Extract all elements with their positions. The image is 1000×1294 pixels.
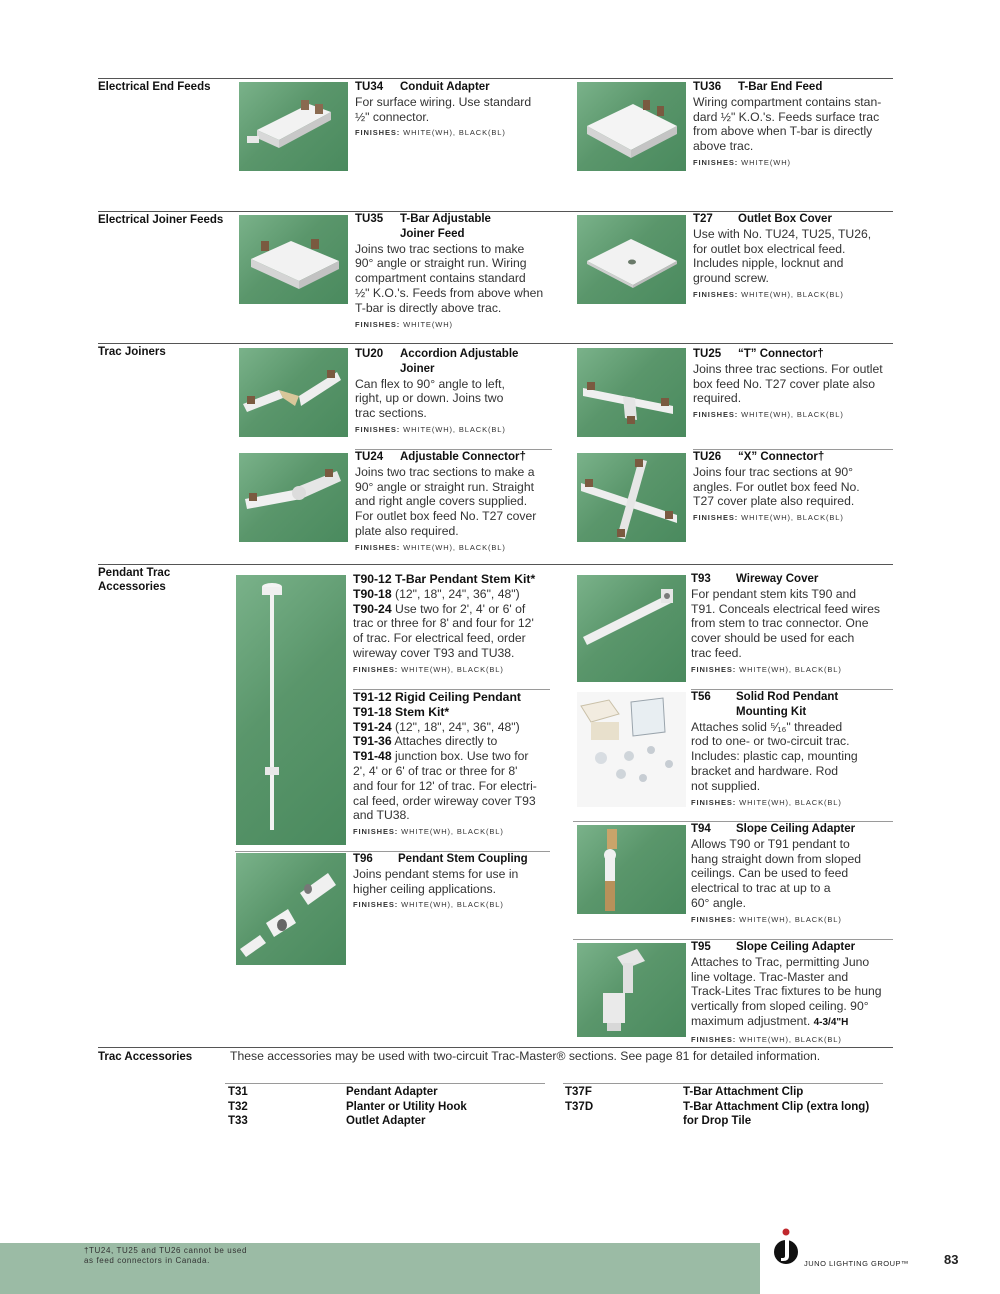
t94-product-image xyxy=(577,825,686,914)
description-line: bracket and hardware. Rod xyxy=(691,763,839,778)
tu25-product-image xyxy=(577,348,686,437)
description-line: Track-Lites Trac fixtures to be hung xyxy=(691,984,882,999)
description-line: plate also required. xyxy=(355,523,459,538)
description-line: Includes nipple, locknut and xyxy=(693,256,844,271)
tu24-product-image xyxy=(239,453,348,542)
finishes: FINISHES: WHITE(WH), BLACK(BL) xyxy=(691,797,842,807)
finishes: FINISHES: WHITE(WH), BLACK(BL) xyxy=(693,410,844,420)
description-line: trac feed. xyxy=(691,645,742,660)
tu35-product-image xyxy=(239,215,348,304)
product-tu26 xyxy=(693,450,893,526)
accessory-code: T33 xyxy=(228,1115,248,1127)
description-line: ceilings. Can be used to feed xyxy=(691,866,849,881)
product-title: T-Bar End Feed xyxy=(738,81,823,93)
product-title: T90-12 T-Bar Pendant Stem Kit* xyxy=(353,572,536,586)
accessory-code: T37F xyxy=(565,1086,592,1098)
description-line: cover should be used for each xyxy=(691,631,855,646)
finishes: FINISHES: WHITE(WH), BLACK(BL) xyxy=(691,914,842,924)
finishes: FINISHES: WHITE(WH), BLACK(BL) xyxy=(353,900,504,910)
description-line: T91-24 (12", 18", 24", 36", 48") xyxy=(353,719,520,734)
footnote-line: †TU24, TU25 and TU26 cannot be used xyxy=(84,1246,248,1255)
finishes: FINISHES: WHITE(WH), BLACK(BL) xyxy=(355,128,506,138)
description-line: line voltage. Trac-Master and xyxy=(691,969,849,984)
product-t93 xyxy=(691,572,896,678)
t96-product-image xyxy=(236,853,346,965)
description-line: right, up or down. Joins two xyxy=(355,391,504,406)
accessory-name: Planter or Utility Hook xyxy=(346,1100,467,1113)
section-trac-accessories: Trac Accessories xyxy=(98,1051,193,1063)
footnote-line: as feed connectors in Canada. xyxy=(84,1256,210,1265)
product-title: Wireway Cover xyxy=(736,573,819,585)
finishes: FINISHES: WHITE(WH), BLACK(BL) xyxy=(693,289,844,299)
finishes: FINISHES: WHITE(WH) xyxy=(693,157,791,167)
product-title-line2: Mounting Kit xyxy=(736,705,807,718)
description-line: For surface wiring. Use standard xyxy=(355,94,532,109)
description-line: 2', 4' or 6' of trac or three for 8' xyxy=(353,763,518,778)
description-line: Joins pendant stems for use in xyxy=(353,866,519,881)
description-line: 90° angle or straight run. Wiring xyxy=(355,256,527,271)
product-t56 xyxy=(691,690,896,810)
description-line: T91-36 Attaches directly to xyxy=(353,734,498,749)
table-row xyxy=(228,1085,548,1100)
product-title: Accordion Adjustable Joiner xyxy=(400,348,519,375)
tu20-product-image xyxy=(239,348,348,437)
accessories-intro: These accessories may be used with two-circuit Trac-Master® sections. See page 81 for detailed information. xyxy=(230,1049,821,1063)
description-line: T90-18 (12", 18", 24", 36", 48") xyxy=(353,586,520,601)
description-line: dard ½" K.O.'s. Feeds surface trac xyxy=(693,109,880,124)
accessory-name: T-Bar Attachment Clip (extra long) xyxy=(683,1100,870,1113)
finishes: FINISHES: WHITE(WH), BLACK(BL) xyxy=(691,1034,842,1044)
product-title-line2: Joiner Feed xyxy=(400,227,465,240)
juno-logo-text: JUNO LIGHTING GROUP™ xyxy=(804,1259,910,1268)
product-code: T94 xyxy=(691,823,711,835)
description-line: rod to one- or two-circuit trac. xyxy=(691,734,850,749)
product-title: Conduit Adapter xyxy=(400,81,490,93)
description-line: Attaches to Trac, permitting Juno xyxy=(691,954,870,969)
product-title-line2: T91-18 Stem Kit* xyxy=(353,704,450,719)
accessory-name: T-Bar Attachment Clip xyxy=(683,1086,804,1098)
product-code: T56 xyxy=(691,691,711,703)
product-title: Solid Rod Pendant xyxy=(736,691,839,703)
accessories-table-left xyxy=(228,1085,548,1129)
product-tu34 xyxy=(355,80,555,141)
t56-product-image xyxy=(577,692,686,807)
description-line: Wiring compartment contains stan- xyxy=(693,94,882,109)
product-title: Outlet Box Cover xyxy=(738,213,832,225)
description-line: ½" K.O.'s. Feeds from above when xyxy=(355,285,544,300)
finishes: FINISHES: WHITE(WH), BLACK(BL) xyxy=(353,664,504,674)
description-line: hang straight down from sloped xyxy=(691,851,862,866)
product-title: “T” Connector† xyxy=(738,348,824,360)
product-title: T-Bar Adjustable xyxy=(400,213,491,225)
description-line: and four for 12' of trac. For electri- xyxy=(353,778,537,793)
description-line: trac or three for 8' and four for 12' xyxy=(353,616,534,631)
description-line: ground screw. xyxy=(693,271,769,286)
description-line: T27 cover plate also required. xyxy=(693,494,855,509)
product-tu25 xyxy=(693,347,898,423)
accessory-code: T37D xyxy=(565,1100,594,1113)
product-code: TU26 xyxy=(693,451,722,463)
description-line: and right angle covers supplied. xyxy=(355,494,528,509)
description-line: and TU38. xyxy=(353,808,410,823)
description-line: cal feed, order wireway cover T93 xyxy=(353,793,536,808)
table-row xyxy=(228,1114,548,1129)
finishes: FINISHES: WHITE(WH) xyxy=(355,319,453,329)
description-line: trac sections. xyxy=(355,406,427,421)
finishes: FINISHES: WHITE(WH), BLACK(BL) xyxy=(355,542,506,552)
table-row xyxy=(565,1085,885,1100)
table-row xyxy=(565,1114,885,1129)
description-line: of trac. For electrical feed, order xyxy=(353,631,526,646)
accessory-name: for Drop Tile xyxy=(683,1115,752,1127)
product-code: T93 xyxy=(691,573,711,585)
description-line: Joins four trac sections at 90° xyxy=(693,464,854,479)
footnote xyxy=(84,1246,247,1266)
product-title: Pendant Stem Coupling xyxy=(398,853,528,865)
description-line: from above when T-bar is directly xyxy=(693,124,873,139)
product-code: TU25 xyxy=(693,348,722,360)
description-line: not supplied. xyxy=(691,778,761,793)
product-code: T95 xyxy=(691,941,711,953)
accessories-table-right xyxy=(565,1085,885,1129)
product-code: TU20 xyxy=(355,348,384,360)
product-code: T27 xyxy=(693,213,713,225)
product-t91 xyxy=(353,690,558,840)
product-title: Slope Ceiling Adapter xyxy=(736,941,856,953)
description-line: ½" connector. xyxy=(355,109,430,124)
product-title: “X” Connector† xyxy=(738,451,825,463)
accessory-code: T31 xyxy=(228,1086,248,1098)
product-code: TU36 xyxy=(693,81,722,93)
section-label-line: Pendant Trac xyxy=(98,567,171,579)
product-t90 xyxy=(353,572,558,678)
product-t27 xyxy=(693,212,893,303)
product-title: Slope Ceiling Adapter xyxy=(736,823,856,835)
section-label-line: Accessories xyxy=(98,581,166,593)
section-electrical-end-feeds: Electrical End Feeds xyxy=(98,81,211,93)
description-line: For outlet box feed No. T27 cover xyxy=(355,509,537,524)
description-line: T91. Conceals electrical feed wires xyxy=(691,601,880,616)
accessory-name: Outlet Adapter xyxy=(346,1115,426,1127)
section-pendant-trac-accessories xyxy=(98,566,170,594)
product-tu35 xyxy=(355,212,555,332)
description-line: higher ceiling applications. xyxy=(353,881,496,896)
description-line: wireway cover T93 and TU38. xyxy=(353,645,515,660)
description-line: Joins three trac sections. For outlet xyxy=(693,361,883,376)
tu34-product-image xyxy=(239,82,348,171)
juno-logo-icon xyxy=(772,1228,800,1268)
accessory-code: T32 xyxy=(228,1100,248,1113)
description-line: box feed No. T27 cover plate also xyxy=(693,376,876,391)
tu26-product-image xyxy=(577,453,686,542)
finishes: FINISHES: WHITE(WH), BLACK(BL) xyxy=(353,827,504,837)
description-line: maximum adjustment. 4-3/4"H xyxy=(691,1013,849,1028)
description-line: required. xyxy=(693,391,742,406)
t90-t91-product-image xyxy=(236,575,346,845)
page-number: 83 xyxy=(944,1252,959,1267)
description-line: above trac. xyxy=(693,139,754,154)
t95-product-image xyxy=(577,943,686,1037)
description-line: Joins two trac sections to make a xyxy=(355,464,535,479)
description-line: electrical to trac at up to a xyxy=(691,881,831,896)
description-line: Allows T90 or T91 pendant to xyxy=(691,836,850,851)
description-line: 90° angle or straight run. Straight xyxy=(355,479,534,494)
product-t94 xyxy=(691,822,896,928)
description-line: from stem to trac connector. One xyxy=(691,616,869,631)
description-line: T-bar is directly above trac. xyxy=(355,300,502,315)
description-line: vertically from sloped ceiling. 90° xyxy=(691,999,869,1014)
description-line: angles. For outlet box feed No. xyxy=(693,479,860,494)
accessory-name: Pendant Adapter xyxy=(346,1086,438,1098)
product-code: TU24 xyxy=(355,451,384,463)
finishes: FINISHES: WHITE(WH), BLACK(BL) xyxy=(691,664,842,674)
description-line: T90-24 Use two for 2', 4' or 6' of xyxy=(353,601,526,616)
accessory-code xyxy=(565,1114,683,1129)
table-row xyxy=(228,1100,548,1115)
finishes: FINISHES: WHITE(WH), BLACK(BL) xyxy=(355,424,506,434)
section-electrical-joiner-feeds: Electrical Joiner Feeds xyxy=(98,214,224,226)
description-line: Joins two trac sections to make xyxy=(355,241,525,256)
product-title: Adjustable Connector† xyxy=(400,451,526,463)
product-tu36 xyxy=(693,80,893,171)
product-t96 xyxy=(353,852,558,913)
description-line: for outlet box electrical feed. xyxy=(693,241,846,256)
description-line: compartment contains standard xyxy=(355,271,526,286)
t93-product-image xyxy=(577,575,686,682)
product-code: TU34 xyxy=(355,81,384,93)
description-line: T91-48 junction box. Use two for xyxy=(353,749,529,764)
product-t95 xyxy=(691,940,896,1048)
description-line: Can flex to 90° angle to left, xyxy=(355,376,505,391)
table-row xyxy=(565,1100,885,1115)
description-line: Attaches solid ⁵⁄₁₆" threaded xyxy=(691,719,843,734)
t27-product-image xyxy=(577,215,686,304)
product-title: T91-12 Rigid Ceiling Pendant xyxy=(353,690,521,704)
description-line: For pendant stem kits T90 and xyxy=(691,586,857,601)
product-code: T96 xyxy=(353,853,373,865)
finishes: FINISHES: WHITE(WH), BLACK(BL) xyxy=(693,513,844,523)
section-trac-joiners: Trac Joiners xyxy=(98,346,166,358)
product-tu20 xyxy=(355,347,555,438)
product-tu24 xyxy=(355,450,555,556)
description-line: Includes: plastic cap, mounting xyxy=(691,749,858,764)
description-line: Use with No. TU24, TU25, TU26, xyxy=(693,226,872,241)
product-code: TU35 xyxy=(355,213,384,225)
description-line: 60° angle. xyxy=(691,895,747,910)
tu36-product-image xyxy=(577,82,686,171)
